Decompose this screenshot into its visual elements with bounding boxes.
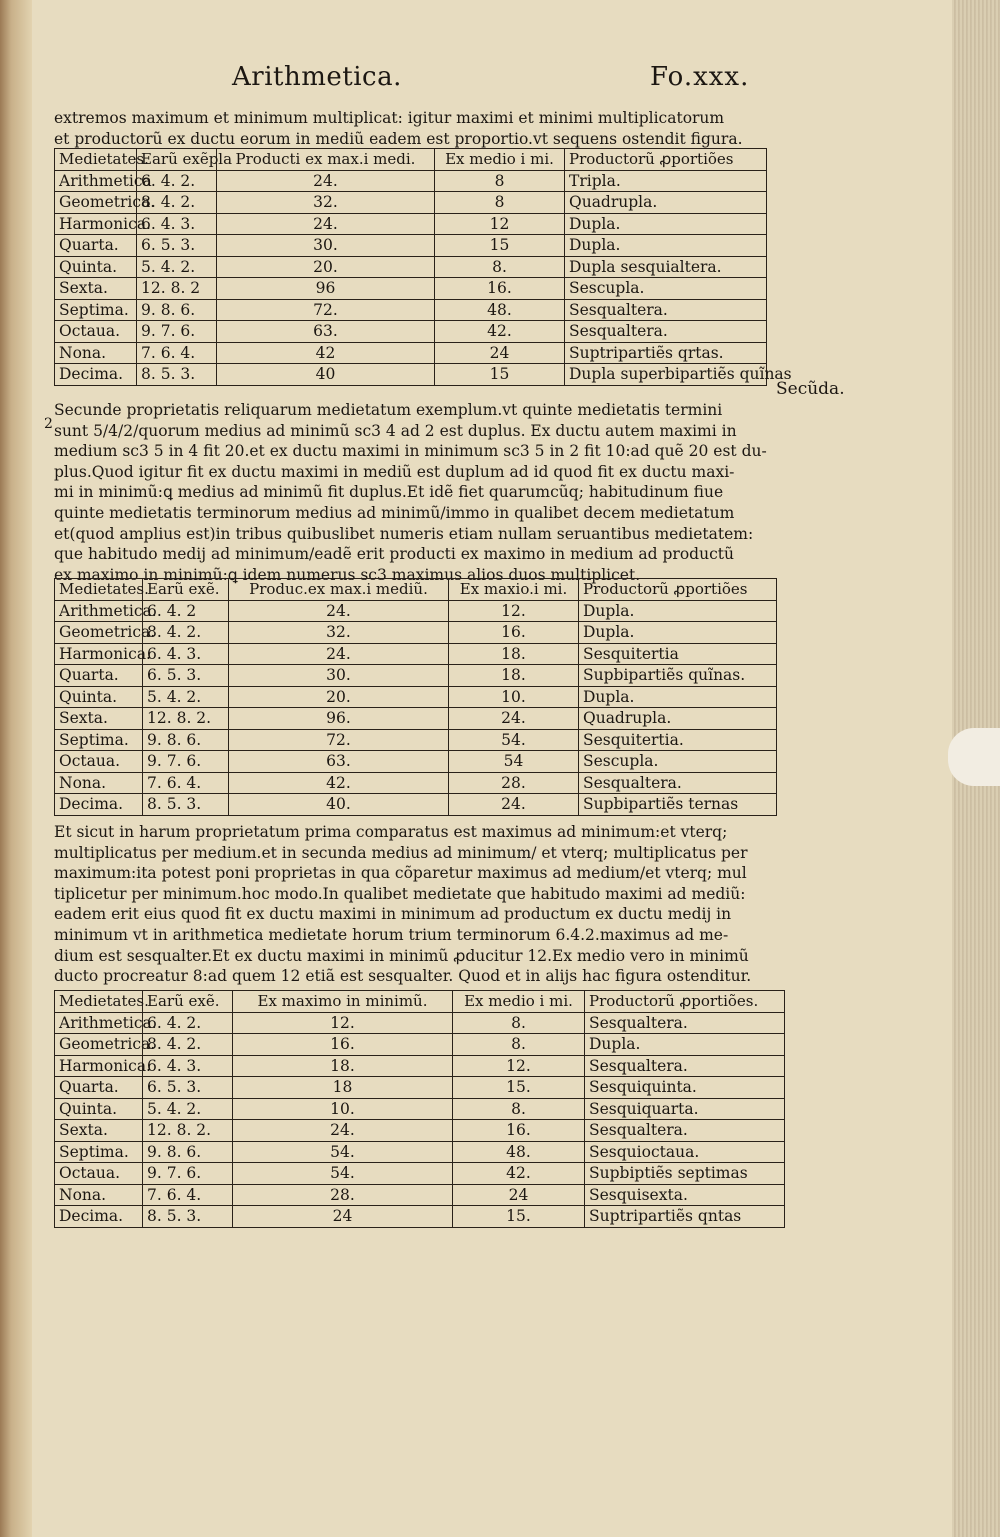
table-row — [55, 364, 767, 386]
paragraph3-line: maximum:ita potest poni proprietas in qua cõparetur maximus ad medium/et vterq; mul — [54, 864, 747, 883]
cell-medietas: Septima. — [55, 729, 143, 751]
cell-medietas: Octaua. — [55, 321, 137, 343]
cell-productum-minus: 54 — [449, 751, 579, 773]
column-header-medietas: Medietates. — [55, 579, 143, 601]
table-row — [55, 1163, 785, 1185]
cell-exemplum: 5. 4. 2. — [143, 686, 229, 708]
cell-proportio: Sescupla. — [565, 278, 767, 300]
cell-productum-minus: 16. — [435, 278, 565, 300]
cell-productum-minus: 8. — [453, 1012, 585, 1034]
cell-medietas: Quinta. — [55, 686, 143, 708]
cell-productum-maius: 42 — [217, 342, 435, 364]
column-header-proportio: Productorũ ꝓportiões — [579, 579, 777, 601]
cell-proportio: Dupla. — [579, 600, 777, 622]
column-header-productum-maius: Ex maximo in minimũ. — [233, 991, 453, 1013]
cell-proportio: Sesqualtera. — [565, 299, 767, 321]
cell-medietas: Arithmetica. — [55, 1012, 143, 1034]
cell-medietas: Geometrica. — [55, 622, 143, 644]
table-row — [55, 772, 777, 794]
paragraph2-line: Secunde proprietatis reliquarum medietatum exemplum.vt quinte medietatis termini — [54, 401, 723, 419]
cell-productum-minus: 42. — [435, 321, 565, 343]
cell-productum-minus: 15 — [435, 235, 565, 257]
cell-productum-maius: 54. — [233, 1141, 453, 1163]
cell-productum-minus: 24. — [449, 794, 579, 816]
paragraph3-line: tiplicetur per minimum.hoc modo.In qualibet medietate que habitudo maximi ad mediũ: — [54, 884, 746, 903]
cell-medietas: Octaua. — [55, 751, 143, 773]
cell-medietas: Arithmetica — [55, 170, 137, 192]
cell-medietas: Nona. — [55, 772, 143, 794]
table-row — [55, 600, 777, 622]
cell-medietas: Nona. — [55, 342, 137, 364]
cell-proportio: Supbiptiẽs septimas — [585, 1163, 785, 1185]
cell-proportio: Sesqualtera. — [585, 1012, 785, 1034]
cell-medietas: Sexta. — [55, 1120, 143, 1142]
cell-medietas: Harmonica. — [55, 643, 143, 665]
cell-productum-maius: 54. — [233, 1163, 453, 1185]
cell-medietas: Sexta. — [55, 708, 143, 730]
cell-proportio: Tripla. — [565, 170, 767, 192]
column-header-exemplum: Earũ exẽpla — [137, 149, 217, 171]
table-row — [55, 1141, 785, 1163]
cell-productum-minus: 15. — [453, 1077, 585, 1099]
binding-shadow — [0, 0, 32, 1537]
cell-productum-minus: 42. — [453, 1163, 585, 1185]
cell-productum-minus: 8 — [435, 170, 565, 192]
paragraph2-line: quinte medietatis terminorum medius ad minimũ/immo in qualibet decem medietatum — [54, 503, 735, 522]
cell-productum-maius: 24 — [233, 1206, 453, 1228]
column-header-productum-maius: Produc.ex max.i mediũ. — [229, 579, 449, 601]
cell-exemplum: 7. 6. 4. — [143, 1184, 233, 1206]
cell-productum-minus: 18. — [449, 665, 579, 687]
cell-productum-maius: 30. — [217, 235, 435, 257]
cell-exemplum: 6. 5. 3. — [143, 1077, 233, 1099]
table-row — [55, 1055, 785, 1077]
cell-proportio: Sesquitertia. — [579, 729, 777, 751]
cell-medietas: Harmonica. — [55, 1055, 143, 1077]
cell-productum-minus: 12 — [435, 213, 565, 235]
cell-productum-maius: 24. — [217, 213, 435, 235]
table-row — [55, 342, 767, 364]
cell-medietas: Harmonica. — [55, 213, 137, 235]
cell-exemplum: 8. 5. 3. — [143, 794, 229, 816]
cell-proportio: Sesqualtera. — [565, 321, 767, 343]
table-row — [55, 1077, 785, 1099]
cell-productum-maius: 32. — [229, 622, 449, 644]
third-property-paragraph — [54, 822, 774, 987]
cell-proportio: Supbipartiẽs ternas — [579, 794, 777, 816]
cell-medietas: Quarta. — [55, 235, 137, 257]
cell-exemplum: 12. 8. 2. — [143, 708, 229, 730]
cell-productum-minus: 24 — [435, 342, 565, 364]
cell-exemplum: 7. 6. 4. — [143, 772, 229, 794]
cell-productum-minus: 10. — [449, 686, 579, 708]
cell-productum-maius: 28. — [233, 1184, 453, 1206]
paragraph3-line: dium est sesqualter.Et ex ductu maximi in minimũ ꝓducitur 12.Ex medio vero in minimũ — [54, 946, 749, 965]
table-row — [55, 794, 777, 816]
cell-productum-maius: 24. — [233, 1120, 453, 1142]
paragraph2-line: plus.Quod igitur fit ex ductu maximi in mediũ est duplum ad id quod fit ex ductu maxi- — [54, 462, 735, 481]
column-header-medietas: Medietates. — [55, 991, 143, 1013]
paragraph3-line: ducto procreatur 8:ad quem 12 etiã est sesqualter. Quod et in alijs hac figura ostenditur. — [54, 967, 752, 986]
cell-medietas: Decima. — [55, 794, 143, 816]
cell-exemplum: 12. 8. 2. — [143, 1120, 233, 1142]
table-proportions-1 — [54, 148, 792, 386]
table-row — [55, 1120, 785, 1142]
cell-medietas: Quinta. — [55, 1098, 143, 1120]
cell-exemplum: 9. 8. 6. — [143, 1141, 233, 1163]
cell-proportio: Dupla. — [579, 686, 777, 708]
cell-productum-minus: 8. — [453, 1034, 585, 1056]
cell-productum-maius: 24. — [217, 170, 435, 192]
table-row — [55, 708, 777, 730]
table-row — [55, 299, 767, 321]
table-header-row — [55, 579, 777, 601]
cell-productum-maius: 18. — [233, 1055, 453, 1077]
cell-medietas: Sexta. — [55, 278, 137, 300]
table-row — [55, 1012, 785, 1034]
cell-proportio: Dupla. — [565, 235, 767, 257]
paragraph2-line: que habitudo medij ad minimum/eadẽ erit producti ex maximo in medium ad productũ — [54, 545, 734, 564]
cell-exemplum: 6. 4. 3. — [137, 213, 217, 235]
cell-productum-minus: 24 — [453, 1184, 585, 1206]
cell-proportio: Sesquitertia — [579, 643, 777, 665]
cell-exemplum: 9. 7. 6. — [143, 1163, 233, 1185]
cell-exemplum: 7. 6. 4. — [137, 342, 217, 364]
table-header-row — [55, 991, 785, 1013]
cell-exemplum: 6. 5. 3. — [143, 665, 229, 687]
cell-productum-maius: 96 — [217, 278, 435, 300]
intro-paragraph — [54, 108, 774, 149]
cell-medietas: Septima. — [55, 1141, 143, 1163]
cell-proportio: Sesqualtera. — [585, 1055, 785, 1077]
cell-productum-maius: 40 — [217, 364, 435, 386]
table-row — [55, 686, 777, 708]
running-head: Arithmetica. — [232, 62, 402, 92]
cell-exemplum: 9. 7. 6. — [137, 321, 217, 343]
cell-medietas: Quinta. — [55, 256, 137, 278]
intro-line: et productorũ ex ductu eorum in mediũ eadem est proportio.vt sequens ostendit figura. — [54, 129, 743, 148]
cell-proportio: Dupla. — [565, 213, 767, 235]
cell-medietas: Octaua. — [55, 1163, 143, 1185]
paragraph3-line: multiplicatus per medium.et in secunda medius ad minimum/ et vterq; multiplicatus per — [54, 843, 748, 862]
cell-exemplum: 6. 4. 2 — [143, 600, 229, 622]
second-property-paragraph — [54, 400, 774, 585]
table-row — [55, 622, 777, 644]
margin-mark: 2 — [44, 416, 53, 432]
cell-proportio: Dupla sesquialtera. — [565, 256, 767, 278]
cell-proportio: Sesqualtera. — [585, 1120, 785, 1142]
column-header-exemplum: Earũ exẽ. — [143, 579, 229, 601]
cell-proportio: Suptripartiẽs qrtas. — [565, 342, 767, 364]
cell-exemplum: 6. 4. 3. — [143, 1055, 233, 1077]
cell-proportio: Sesquioctaua. — [585, 1141, 785, 1163]
cell-productum-minus: 16. — [453, 1120, 585, 1142]
paragraph3-line: Et sicut in harum proprietatum prima comparatus est maximus ad minimum:et vterq; — [54, 823, 728, 841]
cell-medietas: Decima. — [55, 1206, 143, 1228]
cell-productum-maius: 20. — [229, 686, 449, 708]
folio-number: Fo.xxx. — [650, 62, 750, 92]
cell-medietas: Geometrica. — [55, 192, 137, 214]
cell-exemplum: 8. 4. 2. — [143, 1034, 233, 1056]
cell-proportio: Sesquiquarta. — [585, 1098, 785, 1120]
cell-proportio: Dupla superbipartiẽs quĩnas — [565, 364, 767, 386]
table-proportions-2 — [54, 578, 777, 816]
cell-productum-minus: 24. — [449, 708, 579, 730]
table-row — [55, 321, 767, 343]
cell-productum-maius: 63. — [217, 321, 435, 343]
cell-proportio: Sesqualtera. — [579, 772, 777, 794]
cell-proportio: Sesquisexta. — [585, 1184, 785, 1206]
cell-exemplum: 6. 4. 3. — [143, 643, 229, 665]
paragraph2-line: ex maximo in minimũ:ꝗ idem numerus sc3 maximus alios duos multiplicet. — [54, 565, 641, 584]
paragraph3-line: minimum vt in arithmetica medietate horum trium terminorum 6.4.2.maximus ad me- — [54, 925, 729, 944]
cell-proportio: Dupla. — [579, 622, 777, 644]
table-row — [55, 751, 777, 773]
cell-productum-maius: 96. — [229, 708, 449, 730]
cell-productum-maius: 72. — [229, 729, 449, 751]
table-row — [55, 170, 767, 192]
cell-exemplum: 8. 5. 3. — [137, 364, 217, 386]
cell-exemplum: 6. 4. 2. — [137, 170, 217, 192]
cell-productum-minus: 15 — [435, 364, 565, 386]
paragraph3-line: eadem erit eius quod fit ex ductu maximi in minimum ad productum ex ductu medij in — [54, 905, 732, 924]
cell-productum-maius: 32. — [217, 192, 435, 214]
table-row — [55, 192, 767, 214]
cell-proportio: Sesquiquinta. — [585, 1077, 785, 1099]
cell-productum-maius: 16. — [233, 1034, 453, 1056]
cell-productum-minus: 18. — [449, 643, 579, 665]
paragraph2-line: mi in minimũ:ꝗ medius ad minimũ fit duplus.Et idẽ fiet quarumcũq; habitudinum fiue — [54, 483, 724, 502]
column-header-productum-minus: Ex medio i mi. — [453, 991, 585, 1013]
table-header-row — [55, 149, 767, 171]
column-header-productum-minus: Ex maxio.i mi. — [449, 579, 579, 601]
cell-productum-maius: 42. — [229, 772, 449, 794]
column-header-proportio: Productorũ ꝓportiões. — [585, 991, 785, 1013]
cell-exemplum: 9. 7. 6. — [143, 751, 229, 773]
cell-exemplum: 5. 4. 2. — [143, 1098, 233, 1120]
cell-exemplum: 9. 8. 6. — [143, 729, 229, 751]
intro-line: extremos maximum et minimum multiplicat: igitur maximi et minimi multiplicatorum — [54, 109, 725, 127]
table-row — [55, 1034, 785, 1056]
cell-medietas: Arithmetica. — [55, 600, 143, 622]
cell-proportio: Dupla. — [585, 1034, 785, 1056]
cell-productum-maius: 24. — [229, 643, 449, 665]
table-row — [55, 643, 777, 665]
cell-exemplum: 9. 8. 6. — [137, 299, 217, 321]
column-header-proportio: Productorũ ꝓportiões — [565, 149, 767, 171]
table-row — [55, 665, 777, 687]
cell-medietas: Decima. — [55, 364, 137, 386]
cell-medietas: Septima. — [55, 299, 137, 321]
table-row — [55, 256, 767, 278]
cell-productum-minus: 16. — [449, 622, 579, 644]
cell-proportio: Quadrupla. — [579, 708, 777, 730]
table-row — [55, 1184, 785, 1206]
table-row — [55, 278, 767, 300]
cell-exemplum: 6. 5. 3. — [137, 235, 217, 257]
cell-productum-minus: 12. — [449, 600, 579, 622]
cell-productum-minus: 48. — [435, 299, 565, 321]
paragraph2-line: sunt 5/4/2/quorum medius ad minimũ sc3 4 ad 2 est duplus. Ex ductu autem maximi in — [54, 421, 737, 440]
column-header-productum-maius: Producti ex max.i medi. — [217, 149, 435, 171]
cell-proportio: Quadrupla. — [565, 192, 767, 214]
cell-medietas: Quarta. — [55, 1077, 143, 1099]
page-tab — [948, 728, 1000, 786]
cell-productum-minus: 8. — [435, 256, 565, 278]
table-row — [55, 1098, 785, 1120]
margin-note: Secũda. — [776, 379, 845, 399]
table-row — [55, 235, 767, 257]
cell-productum-maius: 18 — [233, 1077, 453, 1099]
column-header-medietas: Medietates. — [55, 149, 137, 171]
table-row — [55, 213, 767, 235]
cell-productum-maius: 10. — [233, 1098, 453, 1120]
cell-productum-maius: 30. — [229, 665, 449, 687]
cell-proportio: Suptripartiẽs qntas — [585, 1206, 785, 1228]
cell-proportio: Supbipartiẽs quĩnas. — [579, 665, 777, 687]
cell-exemplum: 8. 4. 2. — [137, 192, 217, 214]
cell-productum-minus: 8 — [435, 192, 565, 214]
cell-productum-maius: 24. — [229, 600, 449, 622]
cell-productum-maius: 12. — [233, 1012, 453, 1034]
paragraph2-line: et(quod amplius est)in tribus quibuslibet numeris etiam nullam seruantibus medietatem: — [54, 524, 754, 543]
cell-productum-maius: 63. — [229, 751, 449, 773]
table-row — [55, 1206, 785, 1228]
cell-productum-minus: 8. — [453, 1098, 585, 1120]
cell-medietas: Geometrica. — [55, 1034, 143, 1056]
cell-exemplum: 5. 4. 2. — [137, 256, 217, 278]
column-header-productum-minus: Ex medio i mi. — [435, 149, 565, 171]
cell-productum-minus: 15. — [453, 1206, 585, 1228]
table-row — [55, 729, 777, 751]
cell-productum-minus: 54. — [449, 729, 579, 751]
cell-medietas: Nona. — [55, 1184, 143, 1206]
cell-productum-minus: 48. — [453, 1141, 585, 1163]
cell-exemplum: 8. 4. 2. — [143, 622, 229, 644]
cell-productum-maius: 20. — [217, 256, 435, 278]
cell-exemplum: 6. 4. 2. — [143, 1012, 233, 1034]
cell-productum-maius: 40. — [229, 794, 449, 816]
cell-proportio: Sescupla. — [579, 751, 777, 773]
cell-exemplum: 8. 5. 3. — [143, 1206, 233, 1228]
table-proportions-3 — [54, 990, 785, 1228]
cell-productum-minus: 28. — [449, 772, 579, 794]
cell-medietas: Quarta. — [55, 665, 143, 687]
cell-productum-maius: 72. — [217, 299, 435, 321]
cell-exemplum: 12. 8. 2 — [137, 278, 217, 300]
paragraph2-line: medium sc3 5 in 4 fit 20.et ex ductu maximi in minimum sc3 5 in 2 fit 10:ad quẽ 20 est du- — [54, 442, 767, 461]
cell-productum-minus: 12. — [453, 1055, 585, 1077]
column-header-exemplum: Earũ exẽ. — [143, 991, 233, 1013]
